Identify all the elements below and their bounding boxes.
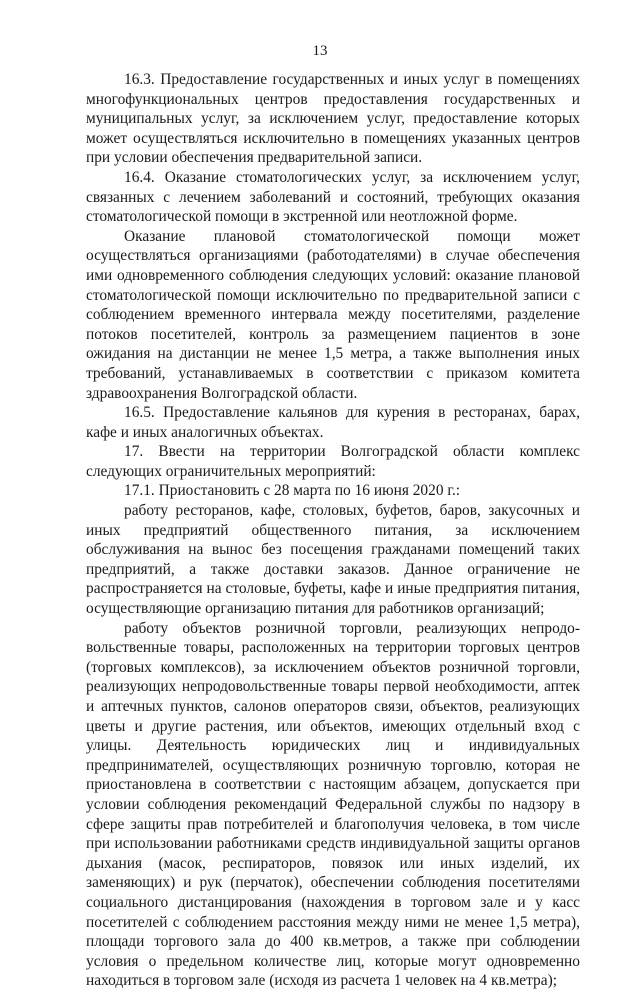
paragraph-16-5: 16.5. Предоставление кальянов для курения в ресторанах, барах, кафе и иных аналогичных объектах. [86,404,580,441]
page-number: 13 [312,43,328,59]
paragraph-17: 17. Ввести на территории Волгоградской области комплекс следующих ограничительных мероприятий: [86,443,580,480]
paragraph-16-4: 16.4. Оказание стоматологических услуг, за исключением услуг, связанных с лечением заболеваний и состояний, требующих оказания стоматологической помощи в экстренной или неотложной форме. [86,168,580,226]
document-body [86,70,580,991]
paragraph-16-3: 16.3. Предоставление государственных и иных услуг в помещениях многофункциональных центров предоставления государственных и муниципальных услуг, за исключением услуг, предоставление которых может осуществляться исключительно в помещениях указанных центров при условии обеспечения предварительной записи. [86,71,580,167]
paragraph-planned-dental-care: Оказание плановой стоматологической помощи может осуществляться организациями (работодателями) в случае обеспечения ими одновременного соблюдения следующих условий: оказание плановой стоматологической помощи исключительно по предварительной записи с соблюдением временного интервала между посетителями, разделение потоков посетителей, контроль за размещением пациентов в зоне ожидания на дистанции не менее 1,5 метра, а также выполнения иных требований, устанавливаемых в соответствии с приказом комитета здравоохранения Волгоградской области. [86,227,580,402]
paragraph-catering: работу ресторанов, кафе, столовых, буфетов, баров, закусочных и иных предприятий общественного питания, за исключением обслуживания на вынос без посещения гражданами помещений таких предприятий, а также доставки заказов. Данное ограничение не распространяется на столовые, буфеты, кафе и иные предприятия питания, осуществляющие организацию питания для работников организаций; [86,502,580,618]
paragraph-17-1: 17.1. Приостановить с 28 марта по 16 июня 2020 г.: [124,482,461,500]
paragraph-retail: работу объектов розничной торговли, реализующих непродовольственные товары, расположенных на территории торговых центров (торговых комплексов), за исключением объектов розничной торговли, реализующих непродовольственные товары первой необходимости, аптек и аптечных пунктов, салонов операторов связи, объектов, реализующих цветы и другие растения, или объектов, имеющих отдельный вход с улицы. Деятельность юридических лиц и индивидуальных предпринимателей, осуществляющих розничную торговлю, которая не приостановлена в соответствии с настоящим абзацем, допускается при условии соблюдения рекомендаций Федеральной службы по надзору в сфере защиты прав потребителей и благополучия человека, в том числе при использовании работниками средств индивидуальной защиты органов дыхания (масок, респираторов, повязок или иных изделий, их заменяющих) и рук (перчаток), обеспечении соблюдения посетителями социального дистанцирования (нахождения в торговом зале и у касс посетителей с соблюдением расстояния между ними не менее 1,5 метра), площади торгового зала до 400 кв.метров, а также при соблюдении условия о предельном количестве лиц, которые могут одновременно находиться в торговом зале (исходя из расчета 1 человек на 4 кв.метра); [86,619,580,990]
